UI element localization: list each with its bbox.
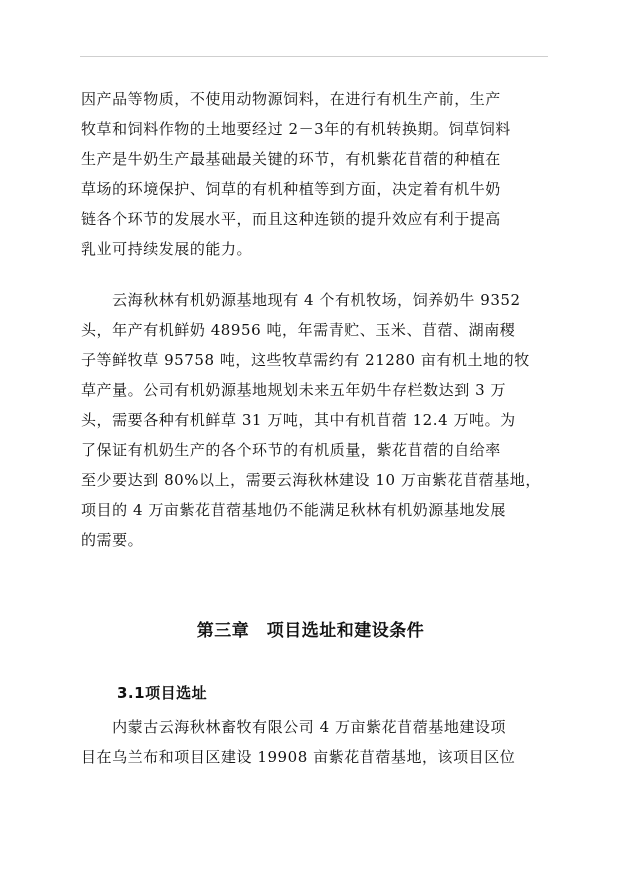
paragraph-line: 项目的 4 万亩紫花苜蓿基地仍不能满足秋林有机奶源基地发展 — [81, 501, 507, 519]
paragraph-line: 的需要。 — [81, 531, 144, 549]
paragraph-line: 链各个环节的发展水平，而且这种连锁的提升效应有利于提高 — [81, 210, 501, 228]
paragraph-organic-feed — [81, 84, 551, 264]
paragraph-line: 了保证有机奶生产的各个环节的有机质量，紫花苜蓿的自给率 — [81, 441, 501, 459]
paragraph-milk-base — [81, 285, 551, 555]
paragraph-line: 目在乌兰布和项目区建设 19908 亩紫花苜蓿基地，该项目区位 — [81, 748, 516, 766]
paragraph-line: 至少要达到 80%以上，需要云海秋林建设 10 万亩紫花苜蓿基地， — [81, 471, 541, 489]
paragraph-site-selection — [81, 712, 551, 772]
paragraph-line: 子等鲜牧草 95758 吨，这些牧草需约有 21280 亩有机土地的牧 — [81, 351, 530, 369]
paragraph-line: 生产是牛奶生产最基础最关键的环节，有机紫花苜蓿的种植在 — [81, 150, 501, 168]
paragraph-line: 草场的环境保护、饲草的有机种植等到方面，决定着有机牛奶 — [81, 180, 501, 198]
paragraph-line: 乳业可持续发展的能力。 — [81, 240, 253, 258]
paragraph-line: 草产量。公司有机奶源基地规划未来五年奶牛存栏数达到 3 万 — [81, 381, 507, 399]
header-rule — [80, 56, 548, 57]
paragraph-line: 头，需要各种有机鲜草 31 万吨，其中有机苜蓿 12.4 万吨。为 — [81, 411, 516, 429]
paragraph-line: 因产品等物质，不使用动物源饲料，在进行有机生产前，生产 — [81, 90, 501, 108]
paragraph-line: 牧草和饲料作物的土地要经过 2－3年的有机转换期。饲草饲料 — [81, 120, 511, 138]
chapter-title: 第三章 项目选址和建设条件 — [196, 621, 425, 641]
paragraph-line: 头，年产有机鲜奶 48956 吨，年需青贮、玉米、苜蓿、湖南稷 — [81, 321, 516, 339]
section-title: 3.1项目选址 — [117, 684, 208, 702]
paragraph-line: 内蒙古云海秋林畜牧有限公司 4 万亩紫花苜蓿基地建设项 — [81, 718, 507, 736]
paragraph-line: 云海秋林有机奶源基地现有 4 个有机牧场，饲养奶牛 9352 — [81, 291, 521, 309]
